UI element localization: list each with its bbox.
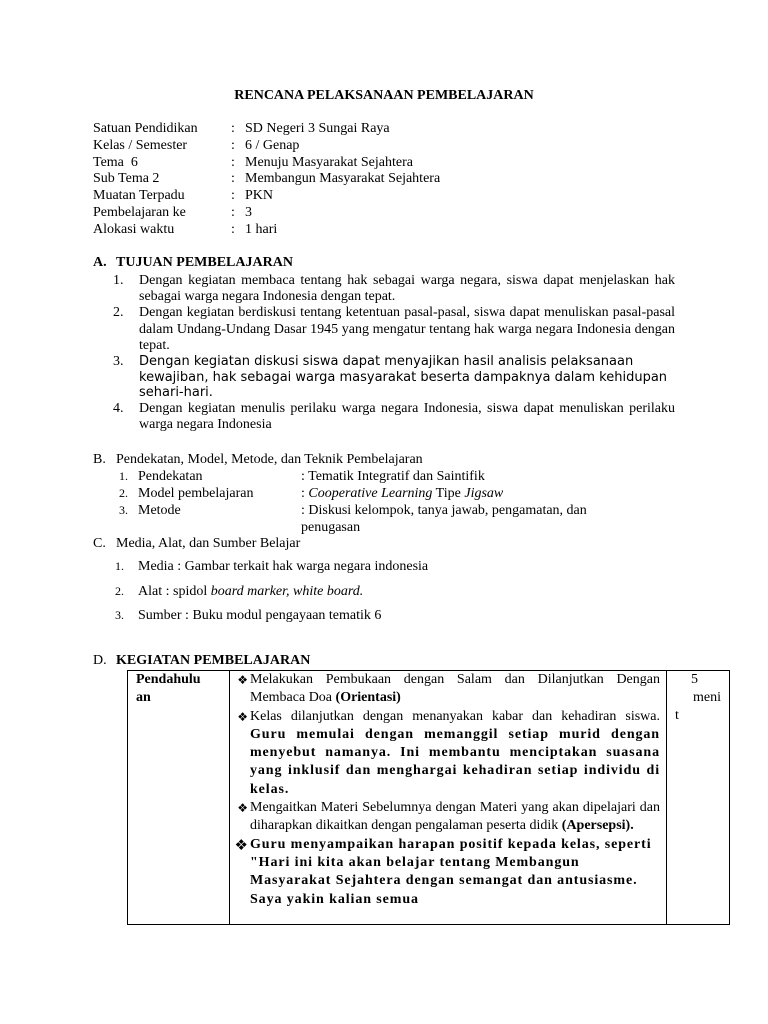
activity-text xyxy=(250,708,666,799)
activity-item xyxy=(230,671,666,708)
list-item xyxy=(113,354,675,401)
section-b-heading xyxy=(93,452,423,468)
identity-row xyxy=(93,171,440,188)
value-italic: Cooperative Learning xyxy=(308,486,433,501)
item-text: Dengan kegiatan berdiskusi tentang ketentuan pasal-pasal, siswa dapat menuliskan pasal-pasal dalam Undang-Undang Dasar 1945 yang mengatur tentang hak warga negara Indonesia dengan tepat. xyxy=(139,305,675,353)
section-d-heading xyxy=(93,653,310,669)
item-number: 3. xyxy=(113,354,124,370)
identity-colon: : xyxy=(231,137,235,153)
item-value: : Tematik Integratif dan Saintifik xyxy=(301,469,485,484)
activity-cell xyxy=(230,671,667,925)
identity-colon: : xyxy=(231,154,235,170)
identity-row xyxy=(93,205,440,222)
item-number: 2. xyxy=(115,583,124,598)
identity-value: SD Negeri 3 Sungai Raya xyxy=(245,121,390,136)
list-item xyxy=(113,305,675,354)
identity-row xyxy=(93,138,440,155)
activity-item xyxy=(230,836,666,909)
section-heading: KEGIATAN PEMBELAJARAN xyxy=(116,653,311,668)
item-number: 3. xyxy=(115,608,124,622)
diamond-bullet-icon: ❖ xyxy=(237,709,248,724)
identity-value: Membangun Masyarakat Sejahtera xyxy=(245,171,441,187)
item-text xyxy=(138,584,363,609)
value-prefix: : xyxy=(301,486,309,501)
identity-colon: : xyxy=(231,204,235,220)
item-text: Dengan kegiatan membaca tentang hak sebagai warga negara, siswa dapat menjelaskan hak sebagai warga negara Indonesia dengan tepat. xyxy=(139,273,675,305)
text-prefix: Alat : spidol xyxy=(138,583,211,599)
value-italic: Jigsaw xyxy=(464,486,504,501)
diamond-bullet-icon: ❖ xyxy=(237,673,248,687)
identity-label: Pembelajaran ke xyxy=(93,204,186,220)
activities-table xyxy=(127,670,730,925)
diamond-bullet-icon: ❖ xyxy=(234,835,248,854)
value-mid: Tipe xyxy=(432,486,465,501)
item-value xyxy=(301,502,639,536)
time-unit-cont: t xyxy=(675,708,679,723)
identity-colon: : xyxy=(231,171,235,187)
time-value: 5 xyxy=(691,672,698,687)
time-unit: meni xyxy=(693,690,721,705)
item-number: 2. xyxy=(119,486,128,500)
identity-label: Tema 6 xyxy=(93,154,138,170)
identity-label: Satuan Pendidikan xyxy=(93,121,198,136)
section-a-heading xyxy=(93,255,293,271)
identity-label: Muatan Terpadu xyxy=(93,188,185,204)
list-item xyxy=(113,401,675,433)
approach-list xyxy=(119,468,639,536)
section-letter: C. xyxy=(93,536,106,551)
identity-row xyxy=(93,155,440,172)
identity-row xyxy=(93,222,440,239)
activity-bold: (Orientasi) xyxy=(335,690,401,706)
activity-bold: Guru menyampaikan harapan positif kepada kelas, seperti "Hari ini kita akan belajar tentang Membangun Masyarakat Sejahtera dengan semangat dan antusiasme. Saya yakin kalian semua xyxy=(250,836,652,907)
activity-item xyxy=(230,708,666,799)
identity-value: Menuju Masyarakat Sejahtera xyxy=(245,154,413,170)
item-label: Model pembelajaran xyxy=(138,486,254,501)
item-text: Sumber : Buku modul pengayaan tematik 6 xyxy=(138,608,382,623)
activity-text xyxy=(250,671,666,708)
identity-label: Alokasi waktu xyxy=(93,221,175,237)
item-text: Dengan kegiatan menulis perilaku warga negara Indonesia, siswa dapat menuliskan perilaku warga negara Indonesia xyxy=(139,400,675,432)
list-item xyxy=(119,468,639,485)
activity-text xyxy=(250,836,666,909)
item-label: Metode xyxy=(138,503,181,518)
list-item xyxy=(115,608,428,633)
list-item xyxy=(113,273,675,305)
phase-cell xyxy=(128,671,230,925)
section-heading: Pendekatan, Model, Metode, dan Teknik Pembelajaran xyxy=(116,452,423,467)
item-value xyxy=(301,485,639,502)
section-c-heading xyxy=(93,536,300,552)
activity-bold: Guru memulai dengan memanggil setiap murid dengan menyebut namanya. Ini membantu menciptakan suasana yang inklusif dan menghargai kehadiran setiap individu di kelas. xyxy=(250,726,660,797)
diamond-bullet-icon: ❖ xyxy=(237,801,248,816)
activity-bold: (Apersepsi). xyxy=(561,818,634,834)
item-number: 1. xyxy=(119,469,128,483)
activity-plain: Mengaitkan Materi Sebelumnya dengan Materi yang akan dipelajari dan diharapkan dikaitkan dengan pengalaman peserta didik xyxy=(250,800,660,834)
section-letter: B. xyxy=(93,452,106,467)
identity-value: 1 hari xyxy=(245,221,278,237)
list-item xyxy=(115,584,428,609)
identity-value: PKN xyxy=(245,188,274,204)
identity-row xyxy=(93,121,440,138)
section-heading: TUJUAN PEMBELAJARAN xyxy=(116,255,293,270)
phase-label-cont: an xyxy=(136,690,151,705)
value-line: : Diskusi kelompok, tanya jawab, pengamatan, dan xyxy=(301,503,587,518)
media-list xyxy=(115,559,428,633)
identity-label: Sub Tema 2 xyxy=(93,171,160,187)
table-row xyxy=(128,671,730,925)
activity-item xyxy=(230,799,666,836)
identity-colon: : xyxy=(231,188,235,204)
item-number: 1. xyxy=(115,559,124,573)
objectives-list xyxy=(113,273,675,433)
activity-plain: Melakukan Pembukaan dengan Salam dan Dilanjutkan Dengan Membaca Doa xyxy=(250,672,660,706)
identity-colon: : xyxy=(231,121,235,136)
value-line: penugasan xyxy=(301,520,361,535)
time-cell xyxy=(667,671,730,925)
identity-label: Kelas / Semester xyxy=(93,137,188,153)
identity-value: 6 / Genap xyxy=(245,137,300,153)
section-heading: Media, Alat, dan Sumber Belajar xyxy=(116,536,301,551)
list-item xyxy=(115,559,428,584)
item-label: Pendekatan xyxy=(138,469,203,484)
list-item xyxy=(119,502,639,536)
list-item xyxy=(119,485,639,502)
section-letter: A. xyxy=(93,255,107,270)
text-italic: board marker, white board. xyxy=(210,583,364,599)
activity-plain: Kelas dilanjutkan dengan menanyakan kabar dan kehadiran siswa. xyxy=(250,708,660,724)
item-text: Dengan kegiatan diskusi siswa dapat menyajikan hasil analisis pelaksanaan kewajiban, hak sebagai warga masyarakat beserta dampaknya dalam kehidupan sehari-hari. xyxy=(139,354,668,401)
identity-block xyxy=(93,121,440,239)
item-number: 4. xyxy=(113,400,124,416)
item-text: Media : Gambar terkait hak warga negara indonesia xyxy=(138,559,429,574)
identity-value: 3 xyxy=(245,204,252,220)
page-title: RENCANA PELAKSANAAN PEMBELAJARAN xyxy=(234,88,534,103)
phase-label: Pendahulu xyxy=(136,672,201,687)
item-number: 2. xyxy=(113,305,124,321)
section-letter: D. xyxy=(93,653,107,668)
item-number: 1. xyxy=(113,273,124,288)
item-number: 3. xyxy=(119,503,128,517)
identity-colon: : xyxy=(231,221,235,237)
activity-text xyxy=(250,799,666,836)
identity-row xyxy=(93,188,440,205)
